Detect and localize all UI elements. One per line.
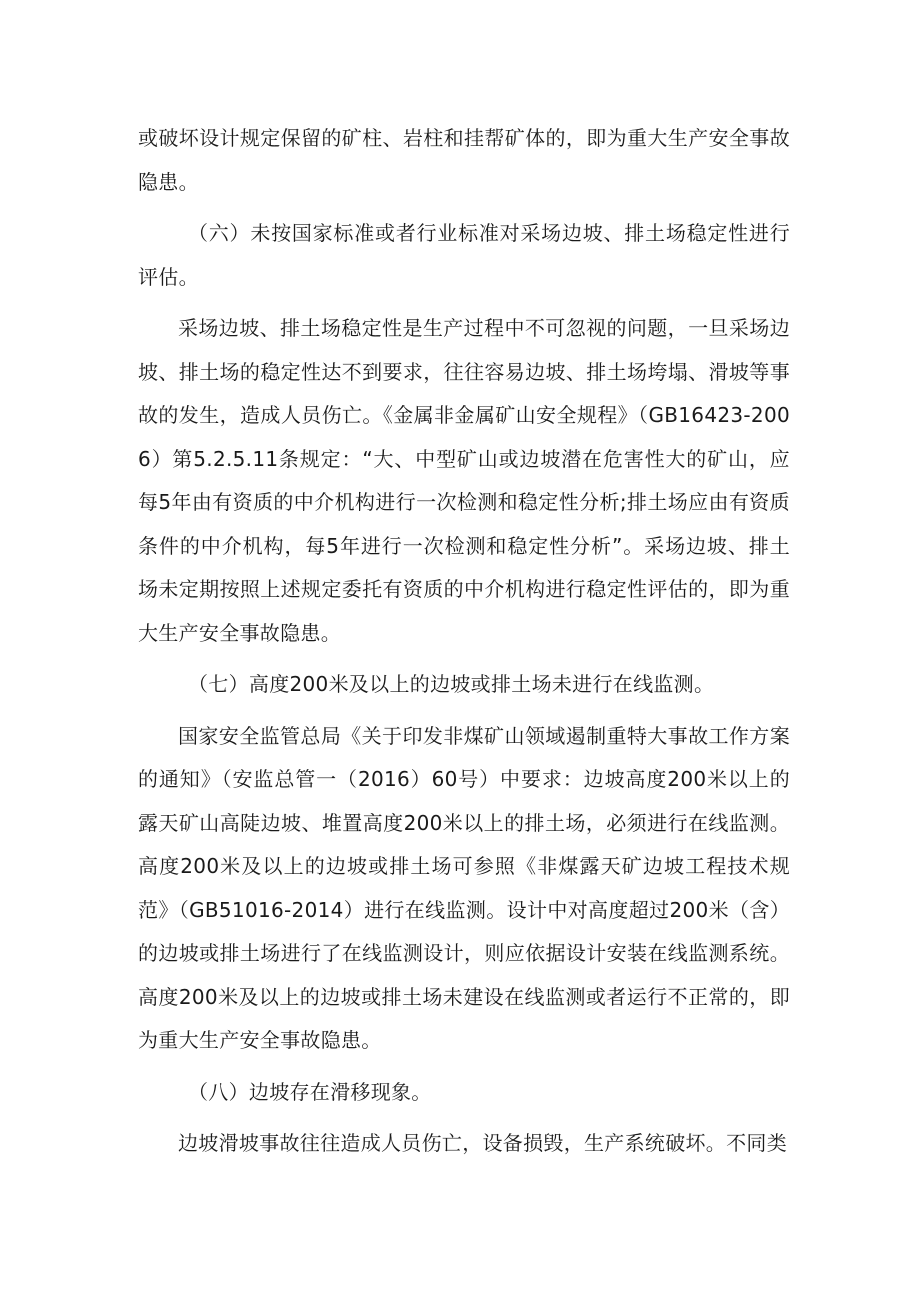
section-heading-seven: （七）高度200米及以上的边坡或排土场未进行在线监测。 (188, 672, 715, 696)
paragraph-online-monitoring: 国家安全监管总局《关于印发非煤矿山领域遏制重特大事故工作方案的通知》（安监总管一（2016）60号）中要求：边坡高度200米以上的露天矿山高陡边坡、堆置高度200米以上的排土场，必须进行在线监测。高度200米及以上的边坡或排土场可参照《非煤露天矿边坡工程技术规范》（GB51016-2014）进行在线监测。设计中对高度超过200米（含）的边坡或排土场进行了在线监测设计，则应依据设计安装在线监测系统。高度200米及以上的边坡或排土场未建设在线监测或者运行不正常的，即为重大生产安全事故隐患。 (138, 723, 790, 1052)
paragraph-continuation: 或破坏设计规定保留的矿柱、岩柱和挂帮矿体的，即为重大生产安全事故隐患。 (138, 126, 790, 194)
section-heading-six: （六）未按国家标准或者行业标准对采场边坡、排土场稳定性进行评估。 (138, 221, 790, 289)
paragraph-landslide: 边坡滑坡事故往往造成人员伤亡，设备损毁，生产系统破坏。不同类 (178, 1131, 787, 1155)
section-heading-eight: （八）边坡存在滑移现象。 (188, 1079, 432, 1104)
document-body (138, 117, 790, 1166)
paragraph-slope-stability: 采场边坡、排土场稳定性是生产过程中不可忽视的问题，一旦采场边坡、排土场的稳定性达不到要求，往往容易边坡、排土场垮塌、滑坡等事故的发生，造成人员伤亡。《金属非金属矿山安全规程》（GB16423-2006）第5.2.5.11条规定：“大、中型矿山或边坡潜在危害性大的矿山，应每5年由有资质的中介机构进行一次检测和稳定性分析;排土场应由有资质条件的中介机构，每5年进行一次检测和稳定性分析”。采场边坡、排土场未定期按照上述规定委托有资质的中介机构进行稳定性评估的，即为重大生产安全事故隐患。 (138, 316, 790, 645)
